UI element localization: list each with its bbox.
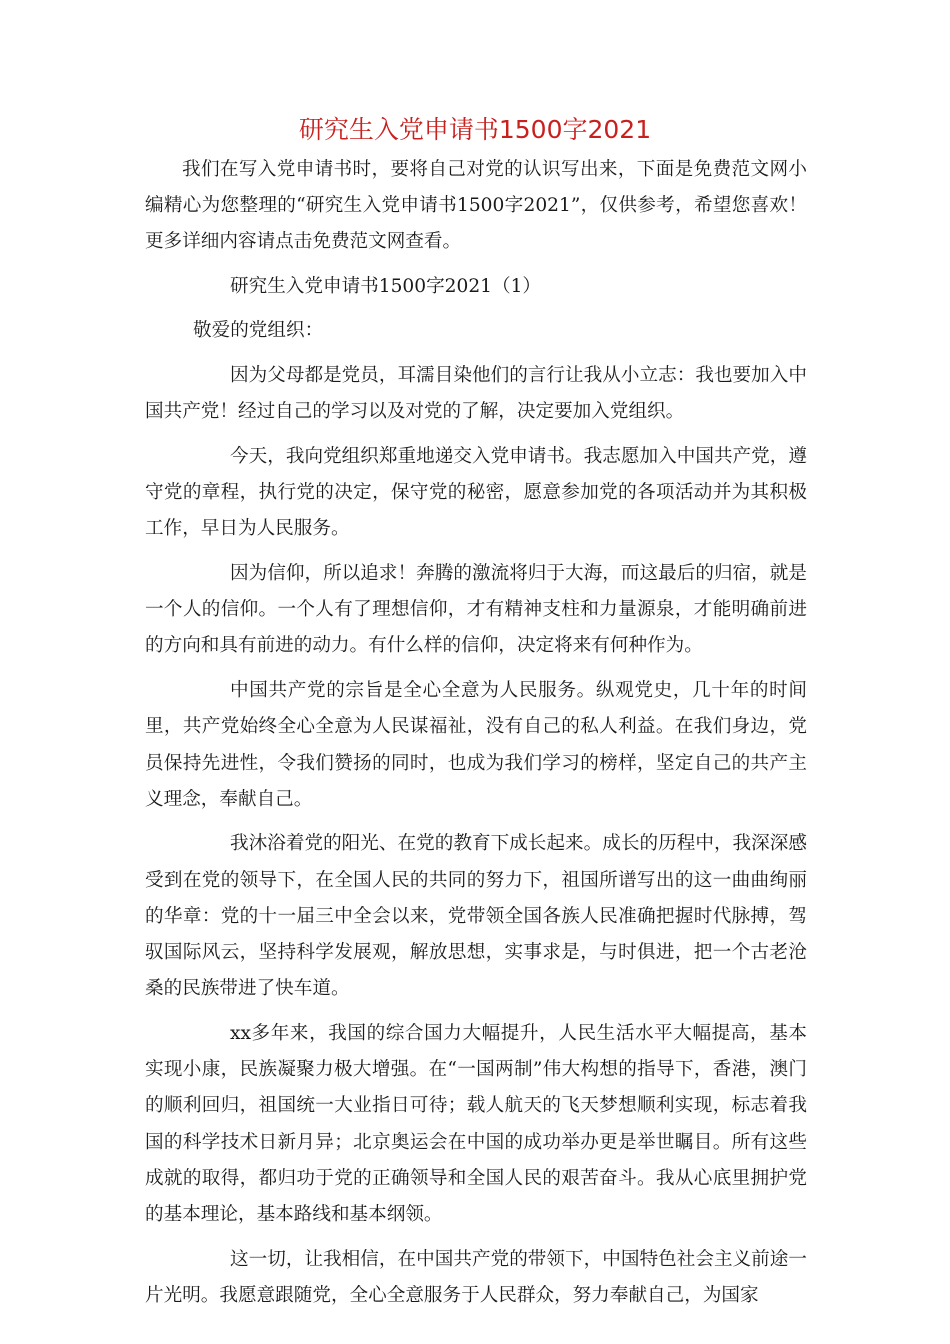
salutation: 敬爱的党组织： bbox=[193, 320, 324, 342]
section-subtitle: 研究生入党申请书1500字2021（1） bbox=[230, 275, 542, 297]
body-paragraph: 这一切，让我相信，在中国共产党的带领下，中国特色社会主义前途一片光明。我愿意跟随党，全心全意服务于人民群众，努力奉献自己，为国家 bbox=[145, 1248, 807, 1306]
body-paragraph: 因为父母都是党员，耳濡目染他们的言行让我从小立志：我也要加入中国共产党！经过自己的学习以及对党的了解，决定要加入党组织。 bbox=[145, 365, 807, 423]
body-paragraph: 今天，我向党组织郑重地递交入党申请书。我志愿加入中国共产党，遵守党的章程，执行党的决定，保守党的秘密，愿意参加党的各项活动并为其积极工作，早日为人民服务。 bbox=[145, 445, 807, 540]
body-paragraph: 中国共产党的宗旨是全心全意为人民服务。纵观党史，几十年的时间里，共产党始终全心全意为人民谋福祉，没有自己的私人利益。在我们身边，党员保持先进性，令我们赞扬的同时，也成为我们学习的榜样，坚定自己的共产主义理念，奉献自己。 bbox=[145, 680, 807, 810]
document-body bbox=[145, 152, 807, 1314]
body-paragraph: 我沐浴着党的阳光、在党的教育下成长起来。成长的历程中，我深深感受到在党的领导下，在全国人民的共同的努力下，祖国所谱写出的这一曲曲绚丽的华章：党的十一届三中全会以来，党带领全国各族人民准确把握时代脉搏，驾驭国际风云，坚持科学发展观，解放思想，实事求是，与时俱进，把一个古老沧桑的民族带进了快车道。 bbox=[145, 833, 807, 1000]
document-title: 研究生入党申请书1500字2021 bbox=[298, 115, 652, 144]
body-paragraph: 因为信仰，所以追求！奔腾的激流将归于大海，而这最后的归宿，就是一个人的信仰。一个人有了理想信仰，才有精神支柱和力量源泉，才能明确前进的方向和具有前进的动力。有什么样的信仰，决定将来有何种作为。 bbox=[145, 563, 807, 657]
intro-paragraph: 我们在写入党申请书时，要将自己对党的认识写出来，下面是免费范文网小编精心为您整理的“研究生入党申请书1500字2021”，仅供参考，希望您喜欢！更多详细内容请点击免费范文网查看。 bbox=[145, 159, 807, 253]
body-paragraph: xx多年来，我国的综合国力大幅提升，人民生活水平大幅提高，基本实现小康，民族凝聚力极大增强。在“一国两制”伟大构想的指导下，香港，澳门的顺利回归，祖国统一大业指日可待；载人航天的飞天梦想顺利实现，标志着我国的科学技术日新月异；北京奥运会在中国的成功举办更是举世瞩目。所有这些成就的取得，都归功于党的正确领导和全国人民的艰苦奋斗。我从心底里拥护党的基本理论，基本路线和基本纲领。 bbox=[145, 1022, 807, 1225]
